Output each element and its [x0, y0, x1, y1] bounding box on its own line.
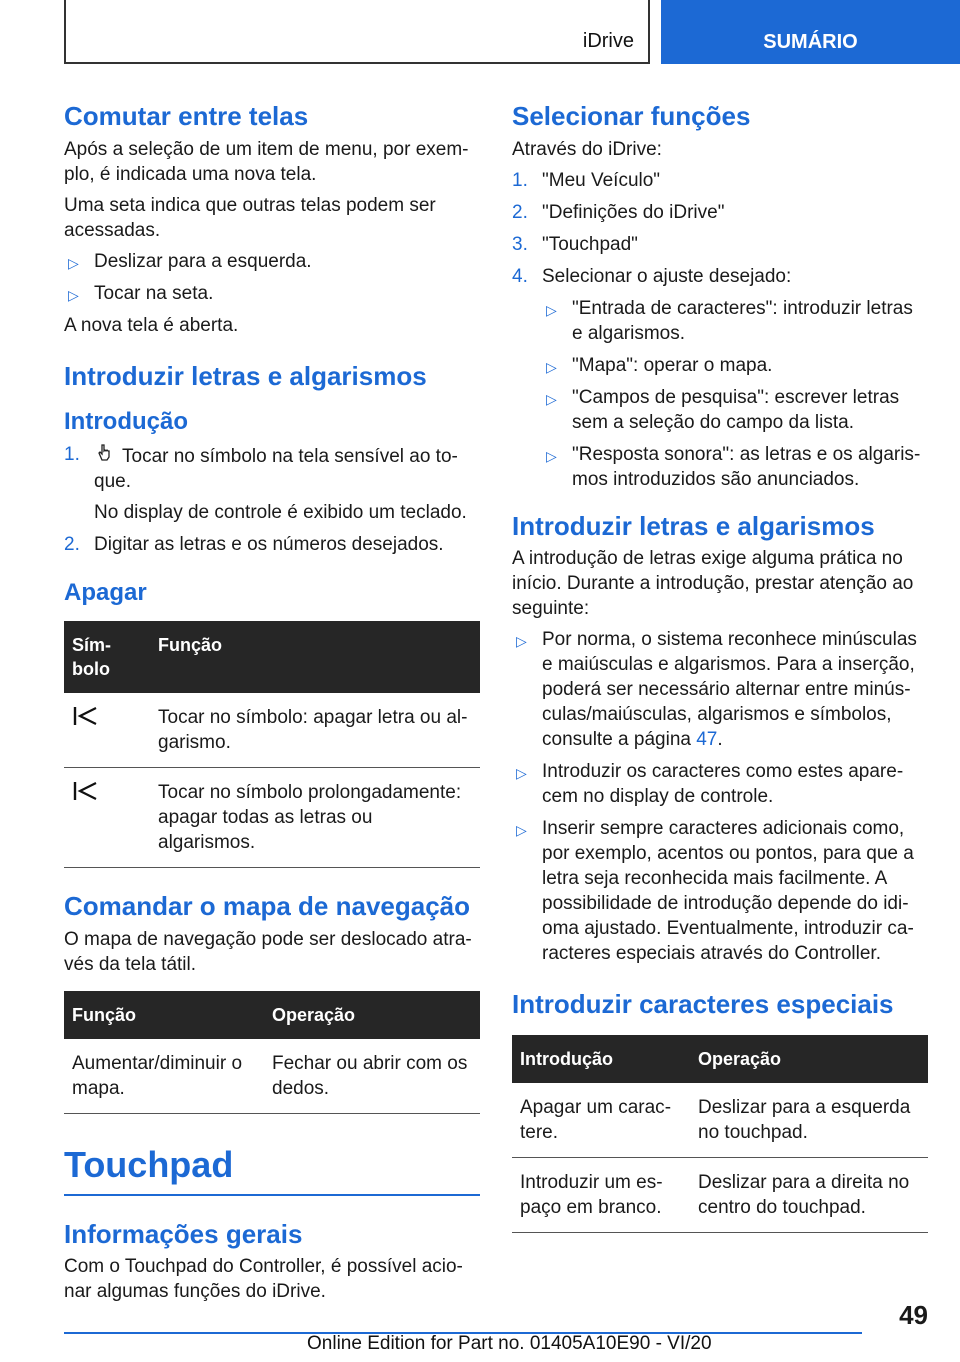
left-column	[64, 100, 480, 1310]
footer-edition: Online Edition for Part no. 01405A10E90 - VI/20	[307, 1333, 712, 1354]
step-item: 2. Digitar as letras e os números desejados.	[64, 534, 444, 555]
heading-introduzir-letras-2: Introduzir letras e algarismos	[512, 510, 875, 541]
list-item: ▷ Tocar na seta.	[64, 281, 480, 306]
hand-touch-icon	[94, 442, 114, 469]
backspace-icon	[72, 705, 100, 734]
heading-touchpad: Touchpad	[64, 1144, 480, 1196]
list-item: ▷ "Resposta sonora": as letras e os algarismos introduzidos são anunciados.	[546, 443, 921, 490]
bullet-list	[64, 249, 480, 306]
triangle-bullet-icon: ▷	[546, 358, 557, 375]
bullet-list	[512, 627, 928, 966]
heading-caracteres-especiais: Introduzir caracteres especiais	[512, 989, 894, 1019]
heading-informacoes-gerais: Informações gerais	[64, 1218, 303, 1249]
step-item: 4. Selecionar o ajuste desejado: ▷ "Entrada de caracteres": introduzir letras e algarismos. ▷ "Mapa": operar o mapa. ▷ "Campos de pesquisa": escrever letras sem a seleção do campo da lista. ▷ "Resposta sonora": as letras e os algarismos introduzidos são anunciados.	[512, 264, 928, 492]
triangle-bullet-icon: ▷	[516, 822, 527, 838]
triangle-bullet-icon: ▷	[516, 765, 527, 781]
table-row: Introduzir um espaço em branco. Deslizar para a direita no centro do touchpad.	[512, 1157, 928, 1232]
right-column	[512, 100, 928, 1255]
table-row: Tocar no símbolo: apagar letra ou algarismo.	[64, 693, 480, 768]
paragraph: Com o Touchpad do Controller, é possível acionar algumas funções do iDrive.	[64, 1256, 463, 1302]
heading-selecionar-funcoes: Selecionar funções	[512, 101, 751, 131]
paragraph: Após a seleção de um item de menu, por exemplo, é indicada uma nova tela.	[64, 138, 469, 185]
table-header: Operação	[264, 991, 480, 1039]
table-row: Tocar no símbolo prolongadamente: apagar todas as letras ou algarismos.	[64, 768, 480, 868]
subheading-introducao: Introdução	[64, 408, 188, 435]
heading-comandar-mapa: Comandar o mapa de navegação	[64, 891, 471, 921]
subheading-apagar: Apagar	[64, 579, 147, 606]
header-section-box	[64, 0, 650, 64]
list-item: ▷ "Entrada de caracteres": introduzir letras e algarismos.	[546, 297, 913, 344]
paragraph: O mapa de navegação pode ser deslocado através da tela tátil.	[64, 928, 472, 975]
paragraph: Através do iDrive:	[512, 138, 662, 160]
triangle-bullet-icon: ▷	[68, 286, 79, 303]
list-item: ▷ Deslizar para a esquerda.	[64, 249, 480, 274]
step-item: 3. "Touchpad"	[512, 233, 638, 255]
bullet-list	[542, 296, 928, 492]
step-item: 1. "Meu Veículo"	[512, 169, 661, 191]
paragraph: A nova tela é aberta.	[64, 314, 239, 336]
table-header: Símbolo	[64, 621, 150, 693]
paragraph: A introdução de letras exige alguma prática no início. Durante a introdução, prestar atenção ao seguinte:	[512, 548, 914, 619]
triangle-bullet-icon: ▷	[546, 447, 557, 464]
delete-table	[64, 621, 480, 868]
step-item: 1. Tocar no símbolo na tela sensível ao toque. No display de controle é exibido um teclado.	[64, 444, 467, 523]
step-item: 2. "Definições do iDrive"	[512, 201, 725, 223]
step-list	[512, 168, 928, 492]
header-section-label: iDrive	[582, 30, 634, 52]
backspace-icon	[72, 780, 100, 809]
list-item: ▷ Introduzir os caracteres como estes aparecem no display de controle.	[516, 761, 904, 807]
list-item: ▷ Por norma, o sistema reconhece minúsculas e maiúsculas e algarismos. Para a inserção, poderá ser necessário alternar entre minúsculas/maiúsculas, algarismos e símbolos, consulte a página 47.	[516, 629, 917, 750]
table-header: Operação	[690, 1035, 928, 1083]
list-item: ▷ "Campos de pesquisa": escrever letras sem a seleção do campo da lista.	[546, 386, 900, 433]
table-header: Introdução	[512, 1035, 690, 1083]
triangle-bullet-icon: ▷	[546, 390, 557, 407]
summary-button[interactable]: SUMÁRIO	[661, 0, 960, 64]
page-link[interactable]: 47	[696, 729, 718, 750]
triangle-bullet-icon: ▷	[516, 633, 527, 649]
map-table	[64, 991, 480, 1114]
heading-introduzir-letras: Introduzir letras e algarismos	[64, 360, 427, 391]
page-number: 49	[899, 1300, 928, 1330]
table-header: Função	[64, 991, 264, 1039]
table-header: Função	[150, 621, 480, 693]
special-chars-table	[512, 1035, 928, 1233]
triangle-bullet-icon: ▷	[68, 254, 79, 271]
table-row: Aumentar/diminuir o mapa. Fechar ou abrir com os dedos.	[64, 1039, 480, 1114]
triangle-bullet-icon: ▷	[546, 301, 557, 318]
table-row: Apagar um caractere. Deslizar para a esquerda no touchpad.	[512, 1083, 928, 1158]
paragraph: Uma seta indica que outras telas podem ser acessadas.	[64, 194, 436, 241]
list-item: ▷ "Mapa": operar o mapa.	[542, 353, 928, 378]
heading-comutar-telas: Comutar entre telas	[64, 101, 309, 131]
step-list	[64, 442, 480, 557]
list-item: ▷ Inserir sempre caracteres adicionais como, por exemplo, acentos ou pontos, para que a letra seja reconhecida mais facilmente. A possibilidade de introdução depende do idioma ajustado. Eventualmente, introduzir caracteres especiais através do Controller.	[516, 818, 914, 964]
